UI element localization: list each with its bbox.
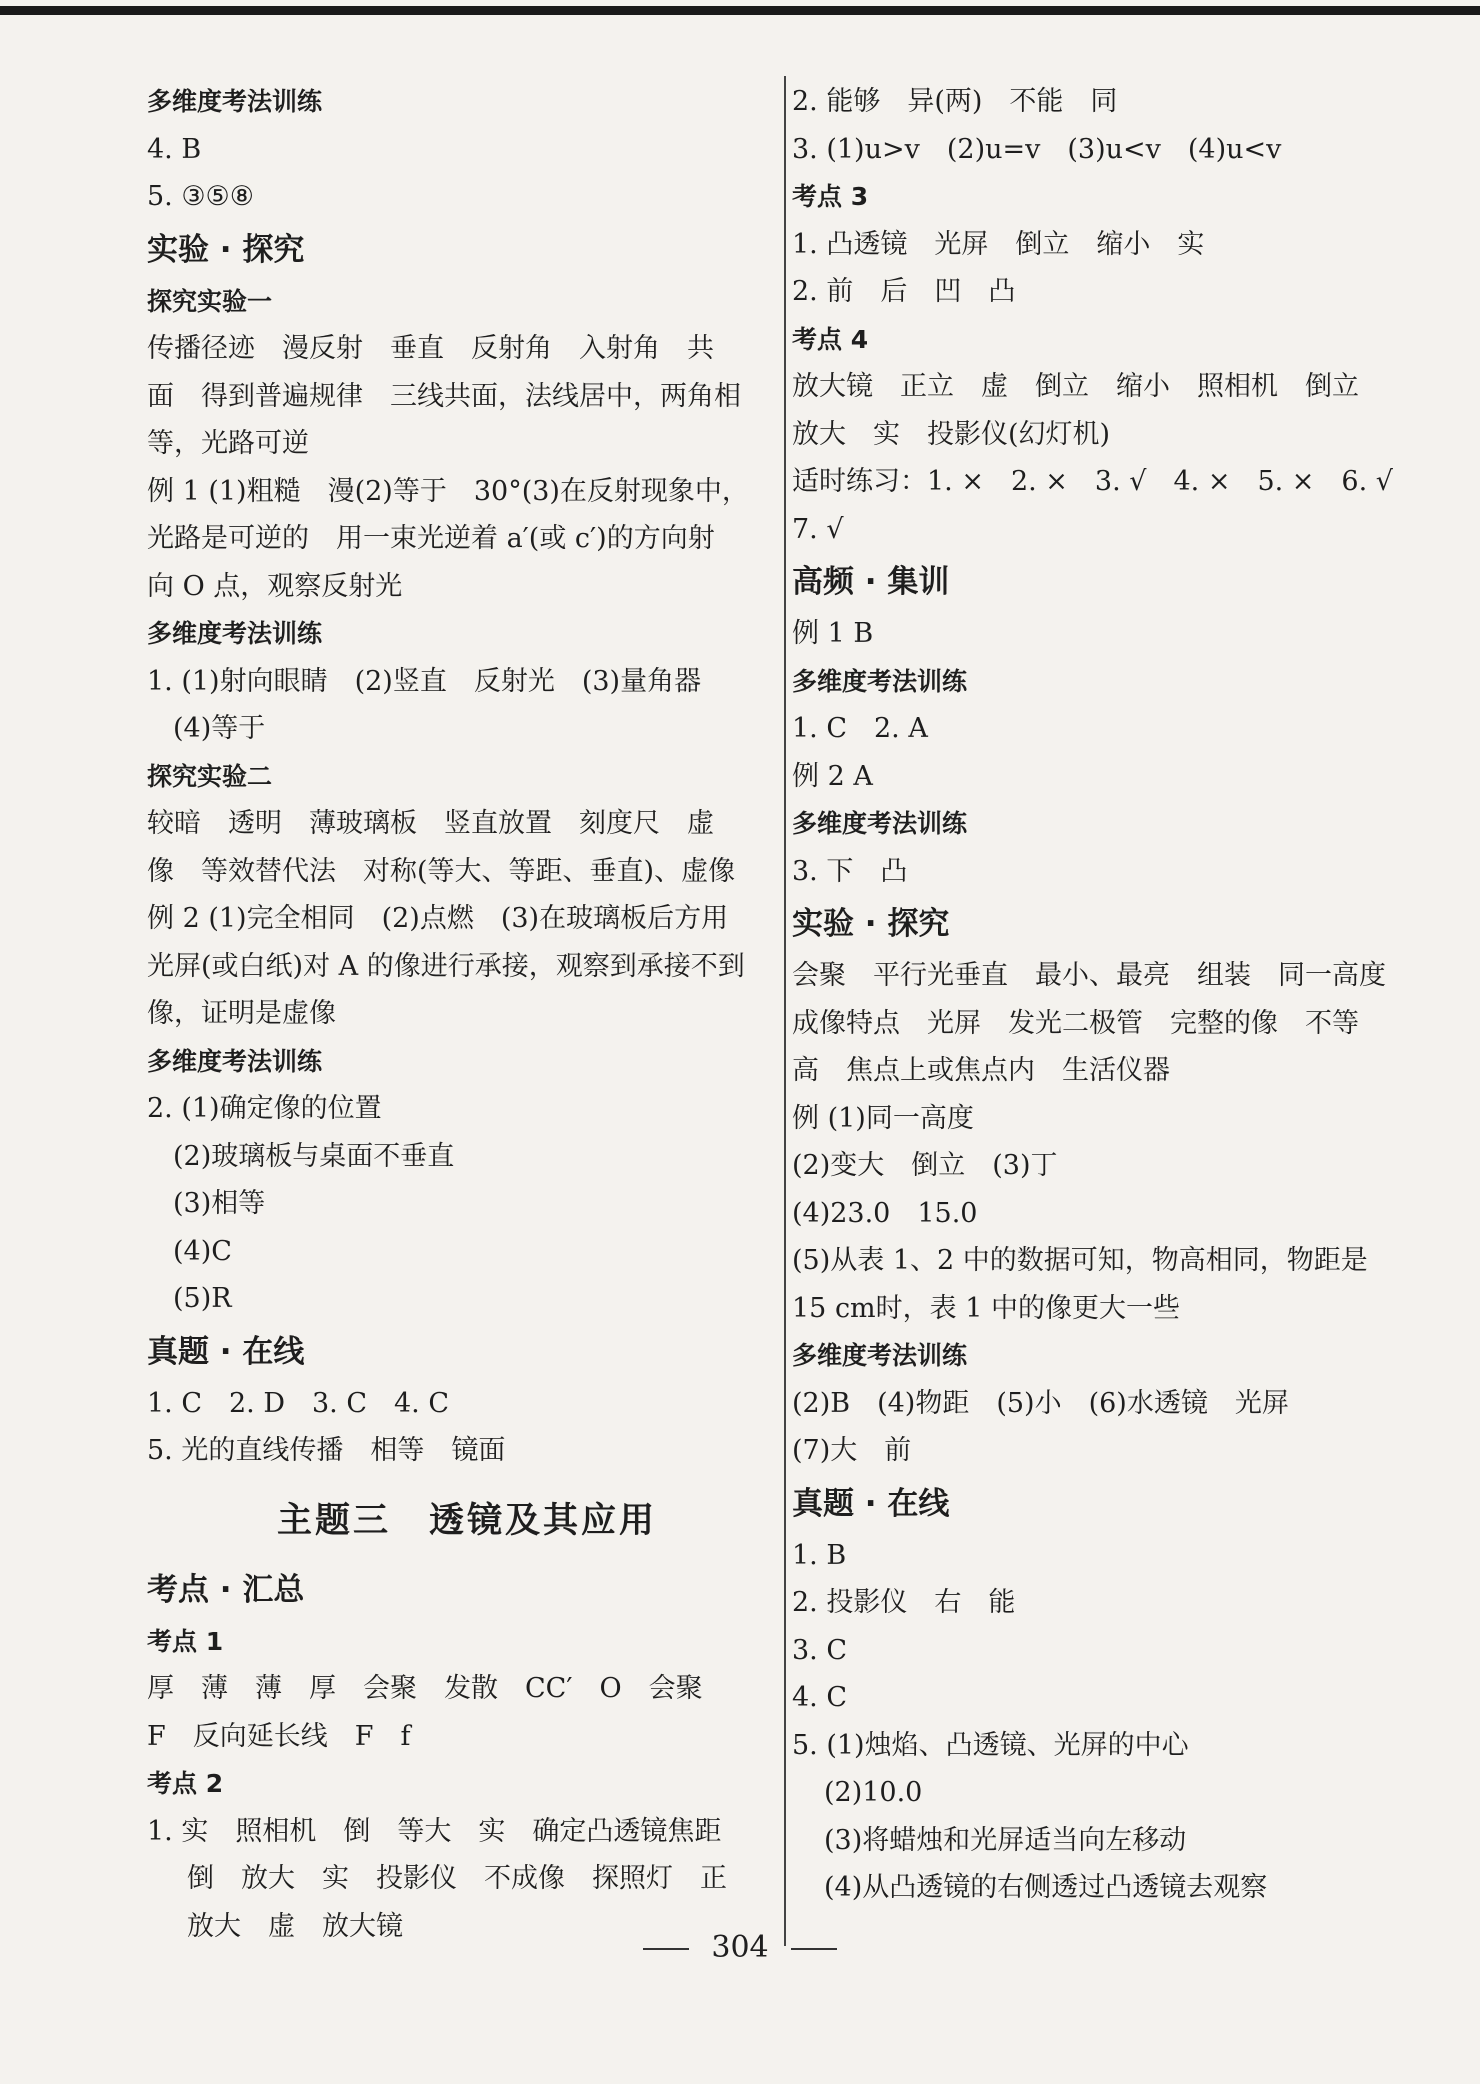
answer-line: 放大 实 投影仪(幻灯机)	[792, 418, 1111, 450]
answer-line: 例 1 B	[792, 618, 874, 649]
answer-line: 例 2 (1)完全相同 (2)点燃 (3)在玻璃板后方用	[147, 903, 729, 934]
answer-line: (4)从凸透镜的右侧透过凸透镜去观察	[824, 1872, 1268, 1903]
answer-line: 等，光路可逆	[147, 428, 309, 459]
answer-line: (3)将蜡烛和光屏适当向左移动	[824, 1824, 1187, 1856]
answer-line: 较暗 透明 薄玻璃板 竖直放置 刻度尺 虚	[147, 808, 714, 839]
answer-line: 5. (1)烛焰、凸透镜、光屏的中心	[792, 1729, 1189, 1761]
answer-line: F 反向延长线 F f	[147, 1720, 411, 1752]
answer-line: 3. (1)u>v (2)u=v (3)u<v (4)u<v	[792, 133, 1282, 165]
answer-line: 2. 投影仪 右 能	[792, 1587, 1016, 1618]
answer-line: 像 等效替代法 对称(等大、等距、垂直)、虚像	[147, 855, 736, 887]
answer-line: 1. (1)射向眼睛 (2)竖直 反射光 (3)量角器	[147, 665, 702, 697]
answer-line: 1. 实 照相机 倒 等大 实 确定凸透镜焦距	[147, 1815, 722, 1847]
answer-line: (4)等于	[173, 713, 266, 744]
footer-dash-left	[643, 1948, 689, 1950]
answer-line: 适时练习：1. × 2. × 3. √ 4. × 5. × 6. √	[792, 466, 1393, 497]
answer-line: 2. 能够 异(两) 不能 同	[792, 86, 1118, 117]
answer-line: 4. B	[147, 133, 202, 165]
section-heading: 真题 · 在线	[147, 1333, 305, 1370]
answer-line: (2)B (4)物距 (5)小 (6)水透镜 光屏	[792, 1387, 1289, 1419]
answer-line: 1. 凸透镜 光屏 倒立 缩小 实	[792, 228, 1205, 260]
answer-line: 成像特点 光屏 发光二极管 完整的像 不等	[792, 1007, 1359, 1039]
answer-line: 放大 虚 放大镜	[187, 1910, 403, 1942]
answer-line: 例 (1)同一高度	[792, 1102, 974, 1134]
answer-line: (5)从表 1、2 中的数据可知，物高相同，物距是	[792, 1245, 1368, 1276]
answer-line: 2. 前 后 凹 凸	[792, 276, 1016, 307]
section-heading: 实验 · 探究	[147, 231, 305, 268]
subheading: 探究实验二	[147, 761, 273, 791]
subheading: 考点 2	[147, 1769, 224, 1798]
answer-line: 5. ③⑤⑧	[147, 181, 254, 212]
subheading: 多维度考法训练	[792, 809, 968, 838]
section-heading: 真题 · 在线	[792, 1485, 950, 1522]
answer-line: 3. 下 凸	[792, 855, 908, 887]
answer-line: 厚 薄 薄 厚 会聚 发散 CC′ O 会聚	[147, 1673, 703, 1704]
section-heading: 实验 · 探究	[792, 906, 950, 942]
subheading: 多维度考法训练	[147, 619, 323, 648]
answer-line: 放大镜 正立 虚 倒立 缩小 照相机 倒立	[792, 371, 1359, 402]
top-border-line	[0, 6, 1480, 15]
page-footer	[0, 1930, 1480, 1965]
footer-dash-right	[791, 1948, 837, 1950]
left-column	[147, 78, 787, 1950]
answer-line: (2)10.0	[824, 1777, 923, 1808]
answer-line: (4)23.0 15.0	[792, 1197, 978, 1229]
subheading: 考点 4	[792, 324, 869, 354]
answer-line: (2)变大 倒立 (3)丁	[792, 1150, 1058, 1181]
answer-line: 传播径迹 漫反射 垂直 反射角 入射角 共	[147, 333, 714, 364]
section-heading: 考点 · 汇总	[147, 1571, 305, 1608]
answer-line: 光路是可逆的 用一束光逆着 a′(或 c′)的方向射	[147, 523, 715, 554]
right-column	[792, 78, 1422, 1912]
answer-line: 例 2 A	[792, 760, 873, 792]
answer-line: 例 1 (1)粗糙 漫(2)等于 30°(3)在反射现象中，	[147, 475, 749, 507]
answer-line: 高 焦点上或焦点内 生活仪器	[792, 1055, 1170, 1086]
answer-line: (3)相等	[173, 1188, 266, 1219]
answer-line: 倒 放大 实 投影仪 不成像 探照灯 正	[187, 1863, 727, 1894]
answer-line: 面 得到普遍规律 三线共面，法线居中，两角相	[147, 380, 741, 412]
subheading: 多维度考法训练	[147, 1046, 323, 1076]
answer-line: 光屏(或白纸)对 A 的像进行承接，观察到承接不到	[147, 950, 745, 982]
answer-line: 7. √	[792, 513, 844, 545]
answer-line: 5. 光的直线传播 相等 镜面	[147, 1435, 506, 1466]
answer-line: 1. B	[792, 1539, 847, 1571]
subheading: 多维度考法训练	[792, 1341, 968, 1370]
subheading: 探究实验一	[147, 286, 273, 316]
answer-line: 1. C 2. A	[792, 713, 928, 744]
answer-line: 像，证明是虚像	[147, 998, 336, 1029]
answer-line: 4. C	[792, 1682, 848, 1713]
answer-line: (4)C	[173, 1235, 232, 1267]
answer-line: 1. C 2. D 3. C 4. C	[147, 1387, 449, 1419]
chapter-title: 主题三 透镜及其应用	[276, 1500, 657, 1541]
subheading: 多维度考法训练	[147, 87, 323, 116]
page-number: 304	[711, 1930, 769, 1965]
answer-line: (2)玻璃板与桌面不垂直	[173, 1140, 455, 1172]
answer-line: 3. C	[792, 1634, 848, 1666]
answer-line: 向 O 点，观察反射光	[147, 570, 403, 602]
answer-line: 会聚 平行光垂直 最小、最亮 组装 同一高度	[792, 960, 1386, 991]
section-heading: 高频 · 集训	[792, 564, 950, 600]
answer-line: 15 cm时，表 1 中的像更大一些	[792, 1292, 1181, 1324]
answer-line: (7)大 前	[792, 1435, 912, 1466]
answer-line: (5)R	[173, 1283, 232, 1314]
answer-line: 2. (1)确定像的位置	[147, 1093, 382, 1124]
subheading: 考点 3	[792, 182, 869, 211]
subheading: 考点 1	[147, 1626, 224, 1656]
subheading: 多维度考法训练	[792, 666, 968, 696]
